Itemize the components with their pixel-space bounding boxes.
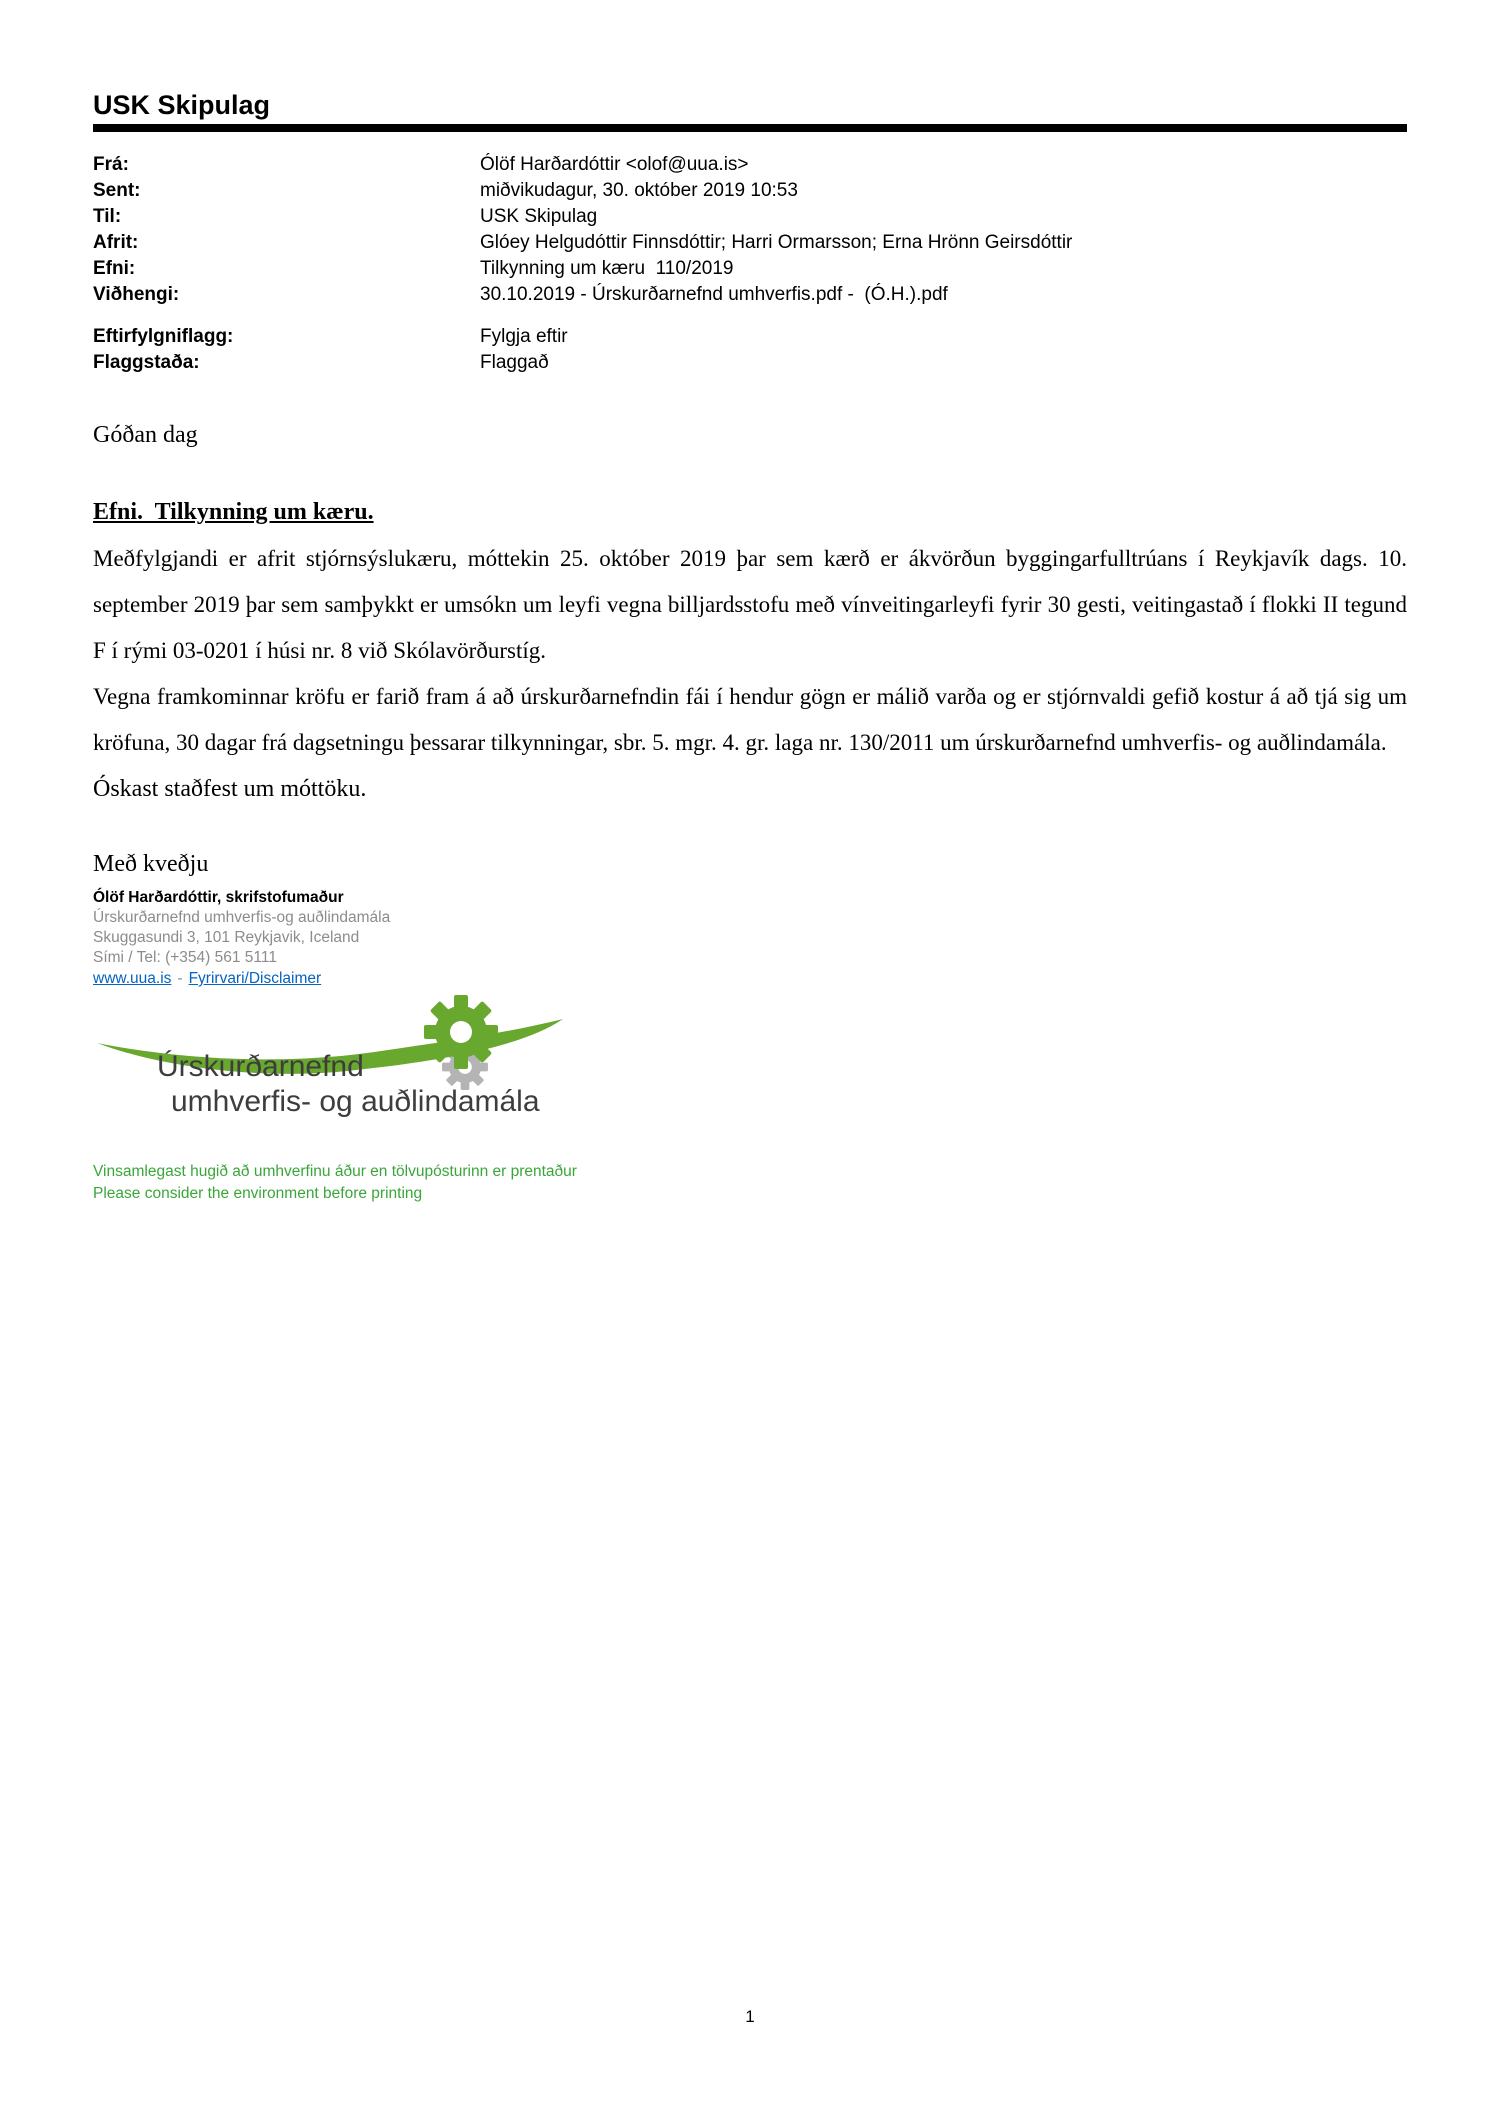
field-cc-value: Glóey Helgudóttir Finnsdóttir; Harri Ormarsson; Erna Hrönn Geirsdóttir [480, 232, 1073, 253]
field-to-label: Til: [93, 206, 122, 227]
field-from-label: Frá: [93, 154, 129, 175]
website-link[interactable]: www.uua.is [93, 970, 172, 987]
closing-text: Með kveðju [93, 851, 209, 877]
field-to [93, 204, 1407, 230]
field-subject [93, 256, 1407, 282]
greeting-text: Góðan dag [93, 422, 198, 448]
followup-flags [93, 324, 1407, 376]
field-cc [93, 230, 1407, 256]
field-attachments-label: Viðhengi: [93, 284, 180, 305]
field-flag-status-label: Flaggstaða: [93, 352, 200, 373]
field-attachments-value: 30.10.2019 - Úrskurðarnefnd umhverfis.pdf - (Ó.H.).pdf [480, 284, 948, 305]
disclaimer-link[interactable]: Fyrirvari/Disclaimer [188, 970, 322, 987]
signature-links [93, 969, 1407, 989]
org-logo [97, 995, 567, 1135]
environment-note [93, 1161, 1407, 1205]
page-number: 1 [745, 2007, 755, 2026]
logo-text-line1: Úrskurðarnefnd [157, 1050, 364, 1083]
field-subject-value: Tilkynning um kæru 110/2019 [480, 258, 734, 279]
title-rule [93, 124, 1407, 132]
field-to-value: USK Skipulag [480, 206, 598, 227]
environment-note-english: Please consider the environment before printing [93, 1185, 423, 1202]
body-paragraph-2: Vegna framkominnar kröfu er farið fram á að úrskurðarnefndin fái í hendur gögn er málið varða og er stjórnvaldi gefið kostur á að tjá sig um kröfuna, 30 dagar frá dagsetningu þessarar tilkynningar, sbr. 5. mgr. 4. gr. laga nr. 130/2011 um úrskurðarnefnd umhverfis- og auðlindamála. [93, 684, 1407, 755]
signature-name: Ólöf Harðardóttir, skrifstofumaður [93, 889, 344, 906]
field-sent-label: Sent: [93, 180, 141, 201]
signature-block [93, 888, 1407, 989]
field-followup-flag-value: Fylgja eftir [480, 326, 568, 347]
field-sent [93, 178, 1407, 204]
field-flag-status-value: Flaggað [480, 352, 549, 373]
field-sent-value: miðvikudagur, 30. október 2019 10:53 [480, 180, 798, 201]
email-header-fields [93, 152, 1407, 308]
field-attachments [93, 282, 1407, 308]
field-followup-flag-label: Eftirfylgniflagg: [93, 326, 234, 347]
field-from [93, 152, 1407, 178]
field-subject-label: Efni: [93, 258, 136, 279]
subject-heading: Efni. Tilkynning um kæru. [93, 499, 374, 525]
confirmation-text: Óskast staðfest um móttöku. [93, 776, 367, 802]
environment-note-icelandic: Vinsamlegast hugið að umhverfinu áður en tölvupósturinn er prentaður [93, 1163, 577, 1180]
gear-icon [424, 995, 498, 1069]
body-paragraph-1: Meðfylgjandi er afrit stjórnsýslukæru, móttekin 25. október 2019 þar sem kærð er ákvörðun byggingarfulltrúans í Reykjavík dags. 10. september 2019 þar sem samþykkt er umsókn um leyfi vegna billjardsstofu með vínveitingarleyfi fyrir 30 gesti, veitingastað í flokki II tegund F í rými 03-0201 í húsi nr. 8 við Skólavörðurstíg. [93, 546, 1407, 663]
document-title: USK Skipulag [93, 90, 271, 120]
signature-address: Skuggasundi 3, 101 Reykjavik, Iceland [93, 929, 360, 946]
signature-org: Úrskurðarnefnd umhverfis-og auðlindamála [93, 909, 391, 926]
field-followup-flag [93, 324, 1407, 350]
field-from-value: Ólöf Harðardóttir <olof@uua.is> [480, 154, 749, 175]
field-flag-status [93, 350, 1407, 376]
field-cc-label: Afrit: [93, 232, 139, 253]
signature-phone: Sími / Tel: (+354) 561 5111 [93, 949, 277, 966]
logo-text-line2: umhverfis- og auðlindamála [171, 1085, 540, 1118]
link-separator: - [177, 970, 183, 987]
